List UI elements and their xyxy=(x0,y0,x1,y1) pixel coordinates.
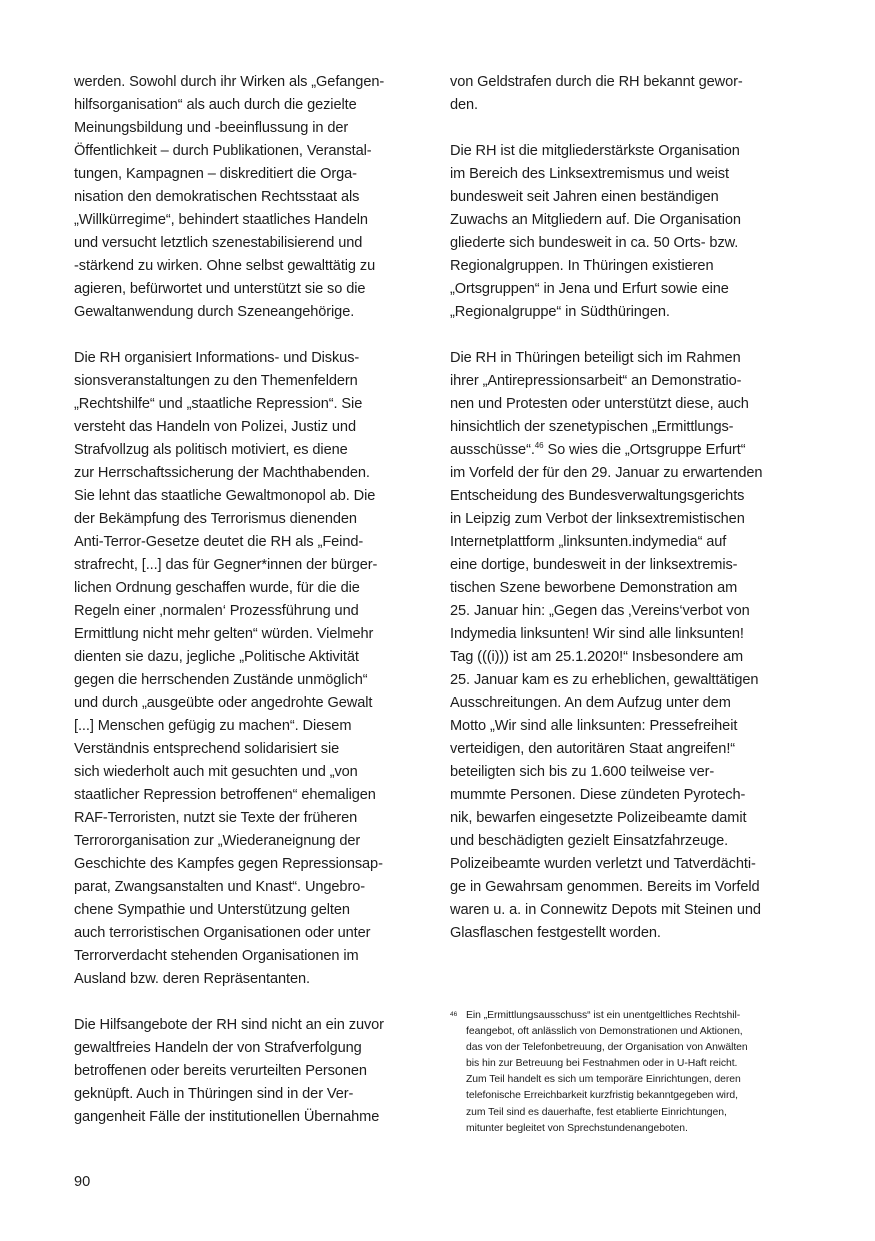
footnote-mark: 46 xyxy=(450,1011,458,1018)
text-line: Öffentlichkeit – durch Publikationen, Veranstal- xyxy=(74,143,372,159)
text-line: nik, bewarfen eingesetzte Polizeibeamte damit xyxy=(450,810,747,826)
paragraph-gap xyxy=(74,324,432,347)
text-line: Meinungsbildung und -beeinflussung in der xyxy=(74,120,349,136)
text-line: Die Hilfsangebote der RH sind nicht an ein zuvor xyxy=(74,1017,384,1033)
text-segment: ausschüsse“. xyxy=(450,442,535,458)
text-line: Glasflaschen festgestellt worden. xyxy=(450,925,661,941)
text-line: sionsveranstaltungen zu den Themenfeldern xyxy=(74,373,358,389)
paragraph-rh-public-influence xyxy=(74,71,432,324)
text-line: und versucht letztlich szenestabilisierend und xyxy=(74,235,363,251)
text-line: Regeln einer ‚normalen‘ Prozessführung und xyxy=(74,603,359,619)
text-line: Die RH organisiert Informations- und Diskus- xyxy=(74,350,360,366)
text-line: [...] Menschen gefügig zu machen“. Diesem xyxy=(74,718,352,734)
text-line: werden. Sowohl durch ihr Wirken als „Gefangen- xyxy=(74,74,385,90)
text-line: Geschichte des Kampfes gegen Repressionsap- xyxy=(74,856,383,872)
text-line: den. xyxy=(450,97,479,113)
text-line: gliederte sich bundesweit in ca. 50 Orts- bzw. xyxy=(450,235,739,251)
footnote-text xyxy=(466,1008,810,1137)
text-line: tungen, Kampagnen – diskreditiert die Orga- xyxy=(74,166,357,182)
text-line: parat, Zwangsanstalten und Knast“. Ungebro- xyxy=(74,879,365,895)
footnote-line: Zum Teil handelt es sich um temporäre Einrichtungen, deren xyxy=(466,1074,741,1086)
text-line: gegen die herrschenden Zustände unmöglich“ xyxy=(74,672,368,688)
right-column xyxy=(450,71,808,945)
paragraph-rh-membership xyxy=(450,140,808,324)
text-line: und beschädigten gezielt Einsatzfahrzeuge. xyxy=(450,833,729,849)
text-line: Tag (((i))) ist am 25.1.2020!“ Insbesondere am xyxy=(450,649,744,665)
text-line: 25. Januar hin: „Gegen das ‚Vereins‘verbot von xyxy=(450,603,750,619)
text-line: Polizeibeamte wurden verletzt und Tatverdächti- xyxy=(450,856,756,872)
footnote-line: feangebot, oft anlässlich von Demonstrationen und Aktionen, xyxy=(466,1026,743,1038)
text-line: im Bereich des Linksextremismus und weist xyxy=(450,166,729,182)
text-line: Gewaltanwendung durch Szeneangehörige. xyxy=(74,304,355,320)
text-line: bundesweit seit Jahren einen beständigen xyxy=(450,189,719,205)
footnote-46 xyxy=(450,1008,810,1137)
text-line: waren u. a. in Connewitz Depots mit Steinen und xyxy=(450,902,761,918)
text-line: „Rechtshilfe“ und „staatliche Repression“. Sie xyxy=(74,396,363,412)
text-line: der Bekämpfung des Terrorismus dienenden xyxy=(74,511,357,527)
paragraph-gap xyxy=(450,324,808,347)
text-line: strafrecht, [...] das für Gegner*innen der bürger- xyxy=(74,557,378,573)
text-line: auch terroristischen Organisationen oder unter xyxy=(74,925,371,941)
text-line: Sie lehnt das staatliche Gewaltmonopol ab. Die xyxy=(74,488,376,504)
paragraph-gap xyxy=(74,991,432,1014)
paragraph-rh-assistance xyxy=(74,1014,432,1129)
text-line: in Leipzig zum Verbot der linksextremistischen xyxy=(450,511,745,527)
text-line: mummte Personen. Diese zündeten Pyrotech- xyxy=(450,787,746,803)
footnote-line: telefonische Erreichbarkeit kurzfristig bekanntgegeben wird, xyxy=(466,1090,738,1102)
left-column xyxy=(74,71,432,1129)
text-line: agieren, befürwortet und unterstützt sie so die xyxy=(74,281,366,297)
text-line: hinsichtlich der szenetypischen „Ermittlungs- xyxy=(450,419,734,435)
text-line: Die RH ist die mitgliederstärkste Organisation xyxy=(450,143,740,159)
text-line: ihrer „Antirepressionsarbeit“ an Demonstratio- xyxy=(450,373,742,389)
text-line: verteidigen, den autoritären Staat angreifen!“ xyxy=(450,741,736,757)
text-line: nen und Protesten oder unterstützt diese, auch xyxy=(450,396,749,412)
paragraph-rh-thuringia-demonstrations xyxy=(450,347,808,945)
text-line: Internetplattform „linksunten.indymedia“ auf xyxy=(450,534,727,550)
text-line: von Geldstrafen durch die RH bekannt gewor- xyxy=(450,74,743,90)
text-line: beteiligten sich bis zu 1.600 teilweise ver- xyxy=(450,764,715,780)
text-line: Ermittlung nicht mehr gelten“ würden. Vielmehr xyxy=(74,626,374,642)
text-line-with-footnote-ref xyxy=(450,439,808,462)
footnote-line: mitunter begleitet von Sprechstundenangeboten. xyxy=(466,1122,688,1134)
footnote-line: Ein „Ermittlungsausschuss“ ist ein unentgeltliches Rechtshil- xyxy=(466,1010,741,1021)
text-segment: So wies die „Ortsgruppe Erfurt“ xyxy=(543,442,746,458)
text-line: „Regionalgruppe“ in Südthüringen. xyxy=(450,304,670,320)
footnote-line: bis hin zur Betreuung bei Festnahmen oder in U-Haft reicht. xyxy=(466,1058,738,1070)
text-line: und durch „ausgeübte oder angedrohte Gewalt xyxy=(74,695,373,711)
text-line: Terrorverdacht stehenden Organisationen im xyxy=(74,948,359,964)
text-line: „Willkürregime“, behindert staatliches Handeln xyxy=(74,212,368,228)
text-line: Terrororganisation zur „Wiederaneignung der xyxy=(74,833,361,849)
text-line: nisation den demokratischen Rechtsstaat als xyxy=(74,189,360,205)
text-line: sich wiederholt auch mit gesuchten und „von xyxy=(74,764,358,780)
text-line: hilfsorganisation“ als auch durch die gezielte xyxy=(74,97,357,113)
text-line: staatlicher Repression betroffenen“ ehemaligen xyxy=(74,787,376,803)
paragraph-rh-events xyxy=(74,347,432,991)
text-line: -stärkend zu wirken. Ohne selbst gewalttätig zu xyxy=(74,258,376,274)
text-line: Ausland bzw. deren Repräsentanten. xyxy=(74,971,310,987)
text-line: gewaltfreies Handeln der von Strafverfolgung xyxy=(74,1040,362,1056)
text-line: betroffenen oder bereits verurteilten Personen xyxy=(74,1063,367,1079)
text-line: ge in Gewahrsam genommen. Bereits im Vorfeld xyxy=(450,879,760,895)
paragraph-gap xyxy=(450,117,808,140)
text-line: gangenheit Fälle der institutionellen Übernahme xyxy=(74,1109,380,1125)
text-line: Motto „Wir sind alle linksunten: Pressefreiheit xyxy=(450,718,738,734)
text-line: Regionalgruppen. In Thüringen existieren xyxy=(450,258,714,274)
text-line: versteht das Handeln von Polizei, Justiz und xyxy=(74,419,356,435)
text-line: Ausschreitungen. An dem Aufzug unter dem xyxy=(450,695,731,711)
text-line: geknüpft. Auch in Thüringen sind in der Ver- xyxy=(74,1086,354,1102)
text-line: Die RH in Thüringen beteiligt sich im Rahmen xyxy=(450,350,741,366)
text-line: dienten sie dazu, jegliche „Politische Aktivität xyxy=(74,649,359,665)
text-line: Indymedia linksunten! Wir sind alle linksunten! xyxy=(450,626,744,642)
paragraph-fines xyxy=(450,71,808,117)
text-line: eine dortige, bundesweit in der linksextremis- xyxy=(450,557,738,573)
text-line: „Ortsgruppen“ in Jena und Erfurt sowie eine xyxy=(450,281,729,297)
text-line: Entscheidung des Bundesverwaltungsgerichts xyxy=(450,488,745,504)
text-line: Verständnis entsprechend solidarisiert sie xyxy=(74,741,340,757)
footnote-line: zum Teil sind es dauerhafte, fest etablierte Einrichtungen, xyxy=(466,1106,727,1118)
footnote-line: das von der Telefonbetreuung, der Organisation von Anwälten xyxy=(466,1042,748,1054)
text-line: Zuwachs an Mitgliedern auf. Die Organisation xyxy=(450,212,741,228)
footnote-reference-46[interactable]: 46 xyxy=(534,441,544,451)
text-line: zur Herrschaftssicherung der Machthabenden. xyxy=(74,465,370,481)
page-number: 90 xyxy=(74,1174,91,1190)
text-line: chene Sympathie und Unterstützung gelten xyxy=(74,902,350,918)
text-line: 25. Januar kam es zu erheblichen, gewalttätigen xyxy=(450,672,759,688)
text-line: lichen Ordnung geschaffen wurde, für die die xyxy=(74,580,360,596)
text-line: im Vorfeld der für den 29. Januar zu erwartenden xyxy=(450,465,763,481)
text-line: RAF-Terroristen, nutzt sie Texte der früheren xyxy=(74,810,358,826)
text-line: Anti-Terror-Gesetze deutet die RH als „Feind- xyxy=(74,534,364,550)
text-line: Strafvollzug als politisch motiviert, es diene xyxy=(74,442,348,458)
text-line: tischen Szene beworbene Demonstration am xyxy=(450,580,738,596)
